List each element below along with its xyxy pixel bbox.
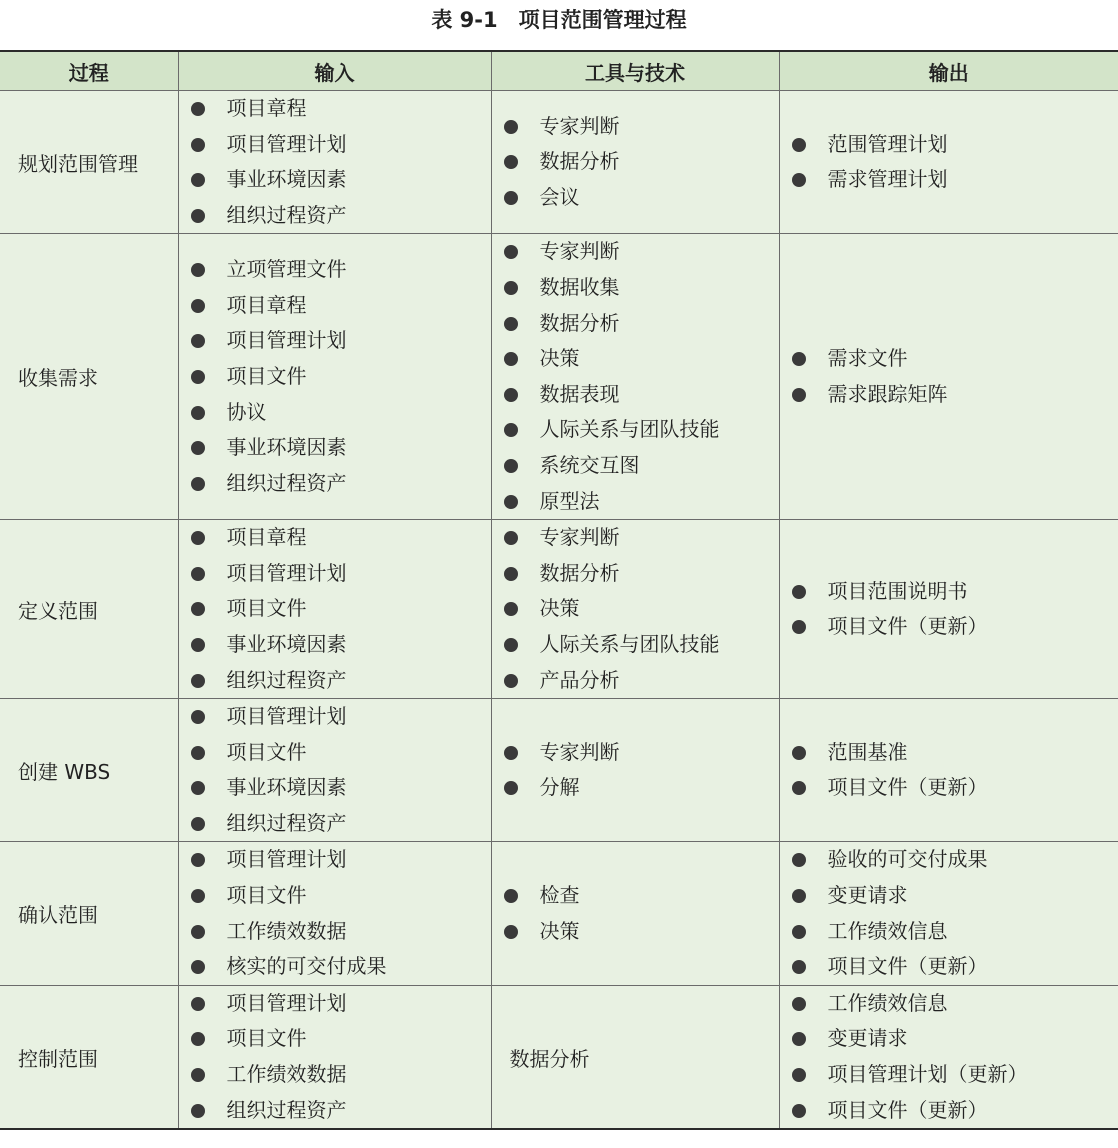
list-item bbox=[191, 878, 491, 914]
bullet-icon bbox=[504, 674, 518, 688]
tool-item-text: 会议 bbox=[539, 184, 580, 209]
input-item-text: 项目管理计划 bbox=[226, 990, 347, 1015]
list-item bbox=[191, 842, 491, 878]
input-list bbox=[179, 842, 491, 984]
list-item bbox=[191, 430, 491, 466]
output-item-text: 需求跟踪矩阵 bbox=[827, 381, 948, 406]
list-item bbox=[191, 1057, 491, 1093]
output-item-text: 项目文件（更新） bbox=[827, 775, 988, 800]
outputs-cell bbox=[779, 842, 1118, 985]
list-item bbox=[792, 770, 1118, 806]
tool-item-text: 原型法 bbox=[539, 488, 600, 513]
tool-item-text: 决策 bbox=[539, 346, 580, 371]
input-item-text: 核实的可交付成果 bbox=[226, 954, 387, 979]
bullet-icon bbox=[191, 1104, 205, 1118]
bullet-icon bbox=[504, 388, 518, 402]
list-item bbox=[792, 1093, 1118, 1129]
bullet-icon bbox=[191, 406, 205, 420]
output-item-text: 范围基准 bbox=[827, 739, 908, 764]
bullet-icon bbox=[504, 495, 518, 509]
list-item bbox=[191, 591, 491, 627]
bullet-icon bbox=[792, 781, 806, 795]
list-item bbox=[504, 556, 779, 592]
output-list bbox=[780, 127, 1118, 198]
list-item bbox=[191, 806, 491, 842]
output-item-text: 工作绩效信息 bbox=[827, 990, 948, 1015]
bullet-icon bbox=[191, 781, 205, 795]
list-item bbox=[191, 914, 491, 950]
input-item-text: 项目文件 bbox=[226, 363, 307, 388]
inputs-cell bbox=[178, 234, 491, 520]
bullet-icon bbox=[191, 1032, 205, 1046]
input-item-text: 项目文件 bbox=[226, 739, 307, 764]
output-list bbox=[780, 842, 1118, 984]
bullet-icon bbox=[191, 638, 205, 652]
inputs-cell bbox=[178, 520, 491, 699]
list-item bbox=[191, 556, 491, 592]
bullet-icon bbox=[792, 138, 806, 152]
list-item bbox=[191, 127, 491, 163]
bullet-icon bbox=[504, 889, 518, 903]
table-row bbox=[0, 234, 1118, 520]
outputs-cell bbox=[779, 91, 1118, 234]
list-item bbox=[792, 609, 1118, 645]
list-item bbox=[504, 520, 779, 556]
list-item bbox=[191, 252, 491, 288]
input-item-text: 项目管理计划 bbox=[226, 560, 347, 585]
bullet-icon bbox=[504, 746, 518, 760]
input-item-text: 项目文件 bbox=[226, 883, 307, 908]
bullet-icon bbox=[191, 997, 205, 1011]
list-item bbox=[191, 323, 491, 359]
input-item-text: 项目章程 bbox=[226, 96, 307, 120]
bullet-icon bbox=[191, 889, 205, 903]
list-item bbox=[191, 91, 491, 127]
output-list bbox=[780, 574, 1118, 645]
bullet-icon bbox=[191, 263, 205, 277]
table-row bbox=[0, 842, 1118, 985]
table-container bbox=[0, 50, 1118, 1130]
tools-cell bbox=[491, 985, 779, 1129]
tool-item-text: 决策 bbox=[539, 596, 580, 621]
bullet-icon bbox=[191, 817, 205, 831]
header-row bbox=[0, 51, 1118, 91]
tool-item-text: 产品分析 bbox=[539, 667, 620, 692]
list-item bbox=[792, 127, 1118, 163]
table-row bbox=[0, 91, 1118, 234]
bullet-icon bbox=[191, 209, 205, 223]
bullet-icon bbox=[792, 352, 806, 366]
input-item-text: 组织过程资产 bbox=[226, 667, 347, 692]
input-item-text: 事业环境因素 bbox=[226, 631, 347, 656]
header-outputs: 输出 bbox=[779, 51, 1118, 91]
input-item-text: 项目文件 bbox=[226, 1026, 307, 1051]
bullet-icon bbox=[792, 1032, 806, 1046]
list-item bbox=[792, 842, 1118, 878]
bullet-icon bbox=[504, 567, 518, 581]
bullet-icon bbox=[504, 155, 518, 169]
list-item bbox=[792, 1021, 1118, 1057]
tools-cell bbox=[491, 520, 779, 699]
bullet-icon bbox=[504, 423, 518, 437]
list-item bbox=[504, 377, 779, 413]
input-list bbox=[179, 91, 491, 233]
bullet-icon bbox=[504, 317, 518, 331]
tools-cell bbox=[491, 91, 779, 234]
output-item-text: 项目范围说明书 bbox=[827, 578, 968, 603]
tool-list bbox=[492, 520, 779, 698]
list-item bbox=[792, 949, 1118, 985]
output-item-text: 需求文件 bbox=[827, 346, 908, 371]
list-item bbox=[504, 180, 779, 216]
list-item bbox=[792, 986, 1118, 1022]
output-list bbox=[780, 735, 1118, 806]
input-item-text: 协议 bbox=[226, 399, 267, 424]
tool-item-text: 数据表现 bbox=[539, 381, 620, 406]
list-item bbox=[504, 341, 779, 377]
bullet-icon bbox=[792, 1104, 806, 1118]
input-item-text: 项目管理计划 bbox=[226, 847, 347, 872]
bullet-icon bbox=[792, 889, 806, 903]
process-cell: 创建 WBS bbox=[0, 699, 178, 842]
tool-item-text: 系统交互图 bbox=[539, 452, 640, 477]
tool-list bbox=[492, 109, 779, 216]
input-item-text: 项目文件 bbox=[226, 596, 307, 621]
table-row bbox=[0, 699, 1118, 842]
bullet-icon bbox=[191, 370, 205, 384]
list-item bbox=[792, 377, 1118, 413]
input-list bbox=[179, 520, 491, 698]
output-item-text: 验收的可交付成果 bbox=[827, 847, 988, 872]
list-item bbox=[191, 663, 491, 699]
bullet-icon bbox=[191, 960, 205, 974]
list-item bbox=[191, 949, 491, 985]
tool-list bbox=[492, 878, 779, 949]
scope-management-table bbox=[0, 50, 1118, 1130]
tool-item-text: 决策 bbox=[539, 918, 580, 943]
process-cell: 确认范围 bbox=[0, 842, 178, 985]
input-item-text: 组织过程资产 bbox=[226, 202, 347, 227]
bullet-icon bbox=[792, 173, 806, 187]
header-process: 过程 bbox=[0, 51, 178, 91]
bullet-icon bbox=[792, 746, 806, 760]
table-row bbox=[0, 520, 1118, 699]
tool-item-text: 人际关系与团队技能 bbox=[539, 631, 720, 656]
bullet-icon bbox=[191, 925, 205, 939]
outputs-cell bbox=[779, 234, 1118, 520]
list-item bbox=[504, 270, 779, 306]
output-item-text: 项目管理计划（更新） bbox=[827, 1062, 1028, 1087]
bullet-icon bbox=[504, 459, 518, 473]
input-item-text: 立项管理文件 bbox=[226, 257, 347, 282]
table-body bbox=[0, 91, 1118, 1130]
outputs-cell bbox=[779, 699, 1118, 842]
list-item bbox=[792, 341, 1118, 377]
output-item-text: 工作绩效信息 bbox=[827, 918, 948, 943]
bullet-icon bbox=[191, 674, 205, 688]
bullet-icon bbox=[191, 138, 205, 152]
process-cell: 定义范围 bbox=[0, 520, 178, 699]
inputs-cell bbox=[178, 699, 491, 842]
tool-item-text: 专家判断 bbox=[539, 239, 620, 264]
bullet-icon bbox=[792, 1068, 806, 1082]
bullet-icon bbox=[191, 299, 205, 313]
output-item-text: 项目文件（更新） bbox=[827, 954, 988, 979]
tool-plain-text: 数据分析 bbox=[509, 1046, 590, 1071]
bullet-icon bbox=[191, 441, 205, 455]
list-item bbox=[191, 699, 491, 735]
process-cell: 规划范围管理 bbox=[0, 91, 178, 234]
bullet-icon bbox=[504, 602, 518, 616]
bullet-icon bbox=[504, 120, 518, 134]
output-item-text: 需求管理计划 bbox=[827, 167, 948, 192]
input-item-text: 事业环境因素 bbox=[226, 167, 347, 192]
input-item-text: 事业环境因素 bbox=[226, 435, 347, 460]
tool-item-text: 检查 bbox=[539, 883, 580, 908]
list-item bbox=[792, 878, 1118, 914]
tool-item-text: 数据分析 bbox=[539, 149, 620, 174]
input-item-text: 组织过程资产 bbox=[226, 810, 347, 835]
list-item bbox=[504, 735, 779, 771]
bullet-icon bbox=[792, 388, 806, 402]
bullet-icon bbox=[504, 245, 518, 259]
bullet-icon bbox=[792, 960, 806, 974]
tool-item-text: 专家判断 bbox=[539, 113, 620, 138]
header-tools: 工具与技术 bbox=[491, 51, 779, 91]
list-item bbox=[191, 198, 491, 234]
list-item bbox=[191, 288, 491, 324]
output-item-text: 变更请求 bbox=[827, 883, 908, 908]
bullet-icon bbox=[191, 746, 205, 760]
output-list bbox=[780, 986, 1118, 1128]
list-item bbox=[504, 306, 779, 342]
bullet-icon bbox=[504, 638, 518, 652]
output-item-text: 变更请求 bbox=[827, 1026, 908, 1051]
output-item-text: 项目文件（更新） bbox=[827, 1097, 988, 1122]
list-item bbox=[191, 162, 491, 198]
input-item-text: 项目管理计划 bbox=[226, 704, 347, 729]
bullet-icon bbox=[191, 1068, 205, 1082]
list-item bbox=[191, 986, 491, 1022]
list-item bbox=[504, 234, 779, 270]
list-item bbox=[504, 663, 779, 699]
list-item bbox=[191, 1021, 491, 1057]
list-item bbox=[504, 627, 779, 663]
input-item-text: 工作绩效数据 bbox=[226, 918, 347, 943]
output-list bbox=[780, 341, 1118, 412]
list-item bbox=[504, 412, 779, 448]
bullet-icon bbox=[191, 710, 205, 724]
tool-list bbox=[492, 735, 779, 806]
list-item bbox=[191, 395, 491, 431]
list-item bbox=[504, 770, 779, 806]
output-item-text: 项目文件（更新） bbox=[827, 614, 988, 639]
tool-item-text: 数据分析 bbox=[539, 310, 620, 335]
input-item-text: 组织过程资产 bbox=[226, 470, 347, 495]
tool-item-text: 人际关系与团队技能 bbox=[539, 417, 720, 442]
list-item bbox=[792, 1057, 1118, 1093]
input-item-text: 项目管理计划 bbox=[226, 131, 347, 156]
input-item-text: 事业环境因素 bbox=[226, 775, 347, 800]
inputs-cell bbox=[178, 985, 491, 1129]
input-list bbox=[179, 252, 491, 501]
bullet-icon bbox=[792, 925, 806, 939]
list-item bbox=[792, 914, 1118, 950]
outputs-cell bbox=[779, 985, 1118, 1129]
input-item-text: 项目章程 bbox=[226, 292, 307, 317]
list-item bbox=[504, 144, 779, 180]
bullet-icon bbox=[504, 191, 518, 205]
bullet-icon bbox=[191, 102, 205, 116]
list-item bbox=[504, 914, 779, 950]
input-item-text: 项目章程 bbox=[226, 525, 307, 550]
bullet-icon bbox=[792, 853, 806, 867]
outputs-cell bbox=[779, 520, 1118, 699]
table-row bbox=[0, 985, 1118, 1129]
bullet-icon bbox=[191, 173, 205, 187]
list-item bbox=[504, 448, 779, 484]
tool-item-text: 数据分析 bbox=[539, 560, 620, 585]
bullet-icon bbox=[504, 531, 518, 545]
input-item-text: 项目管理计划 bbox=[226, 328, 347, 353]
bullet-icon bbox=[504, 781, 518, 795]
list-item bbox=[504, 591, 779, 627]
tools-cell bbox=[491, 699, 779, 842]
bullet-icon bbox=[504, 352, 518, 366]
bullet-icon bbox=[504, 925, 518, 939]
list-item bbox=[504, 878, 779, 914]
input-list bbox=[179, 986, 491, 1128]
bullet-icon bbox=[792, 620, 806, 634]
bullet-icon bbox=[191, 567, 205, 581]
list-item bbox=[792, 574, 1118, 610]
tool-item-text: 分解 bbox=[539, 775, 580, 800]
list-item bbox=[191, 735, 491, 771]
list-item bbox=[191, 1093, 491, 1129]
tool-item-text: 数据收集 bbox=[539, 274, 620, 299]
bullet-icon bbox=[504, 281, 518, 295]
bullet-icon bbox=[191, 853, 205, 867]
tools-cell bbox=[491, 842, 779, 985]
list-item bbox=[191, 770, 491, 806]
output-item-text: 范围管理计划 bbox=[827, 131, 948, 156]
list-item bbox=[792, 735, 1118, 771]
inputs-cell bbox=[178, 842, 491, 985]
bullet-icon bbox=[191, 531, 205, 545]
list-item bbox=[191, 359, 491, 395]
process-cell: 控制范围 bbox=[0, 985, 178, 1129]
list-item bbox=[191, 627, 491, 663]
process-cell: 收集需求 bbox=[0, 234, 178, 520]
bullet-icon bbox=[792, 585, 806, 599]
list-item bbox=[792, 162, 1118, 198]
input-item-text: 工作绩效数据 bbox=[226, 1062, 347, 1087]
bullet-icon bbox=[191, 602, 205, 616]
bullet-icon bbox=[191, 477, 205, 491]
list-item bbox=[504, 484, 779, 520]
list-item bbox=[191, 520, 491, 556]
list-item bbox=[191, 466, 491, 502]
bullet-icon bbox=[792, 997, 806, 1011]
header-inputs: 输入 bbox=[178, 51, 491, 91]
tool-list bbox=[492, 234, 779, 519]
inputs-cell bbox=[178, 91, 491, 234]
tools-cell bbox=[491, 234, 779, 520]
tool-item-text: 专家判断 bbox=[539, 525, 620, 550]
bullet-icon bbox=[191, 334, 205, 348]
table-caption: 表 9-1 项目范围管理过程 bbox=[431, 8, 687, 32]
input-list bbox=[179, 699, 491, 841]
input-item-text: 组织过程资产 bbox=[226, 1097, 347, 1122]
list-item bbox=[504, 109, 779, 145]
tool-item-text: 专家判断 bbox=[539, 739, 620, 764]
